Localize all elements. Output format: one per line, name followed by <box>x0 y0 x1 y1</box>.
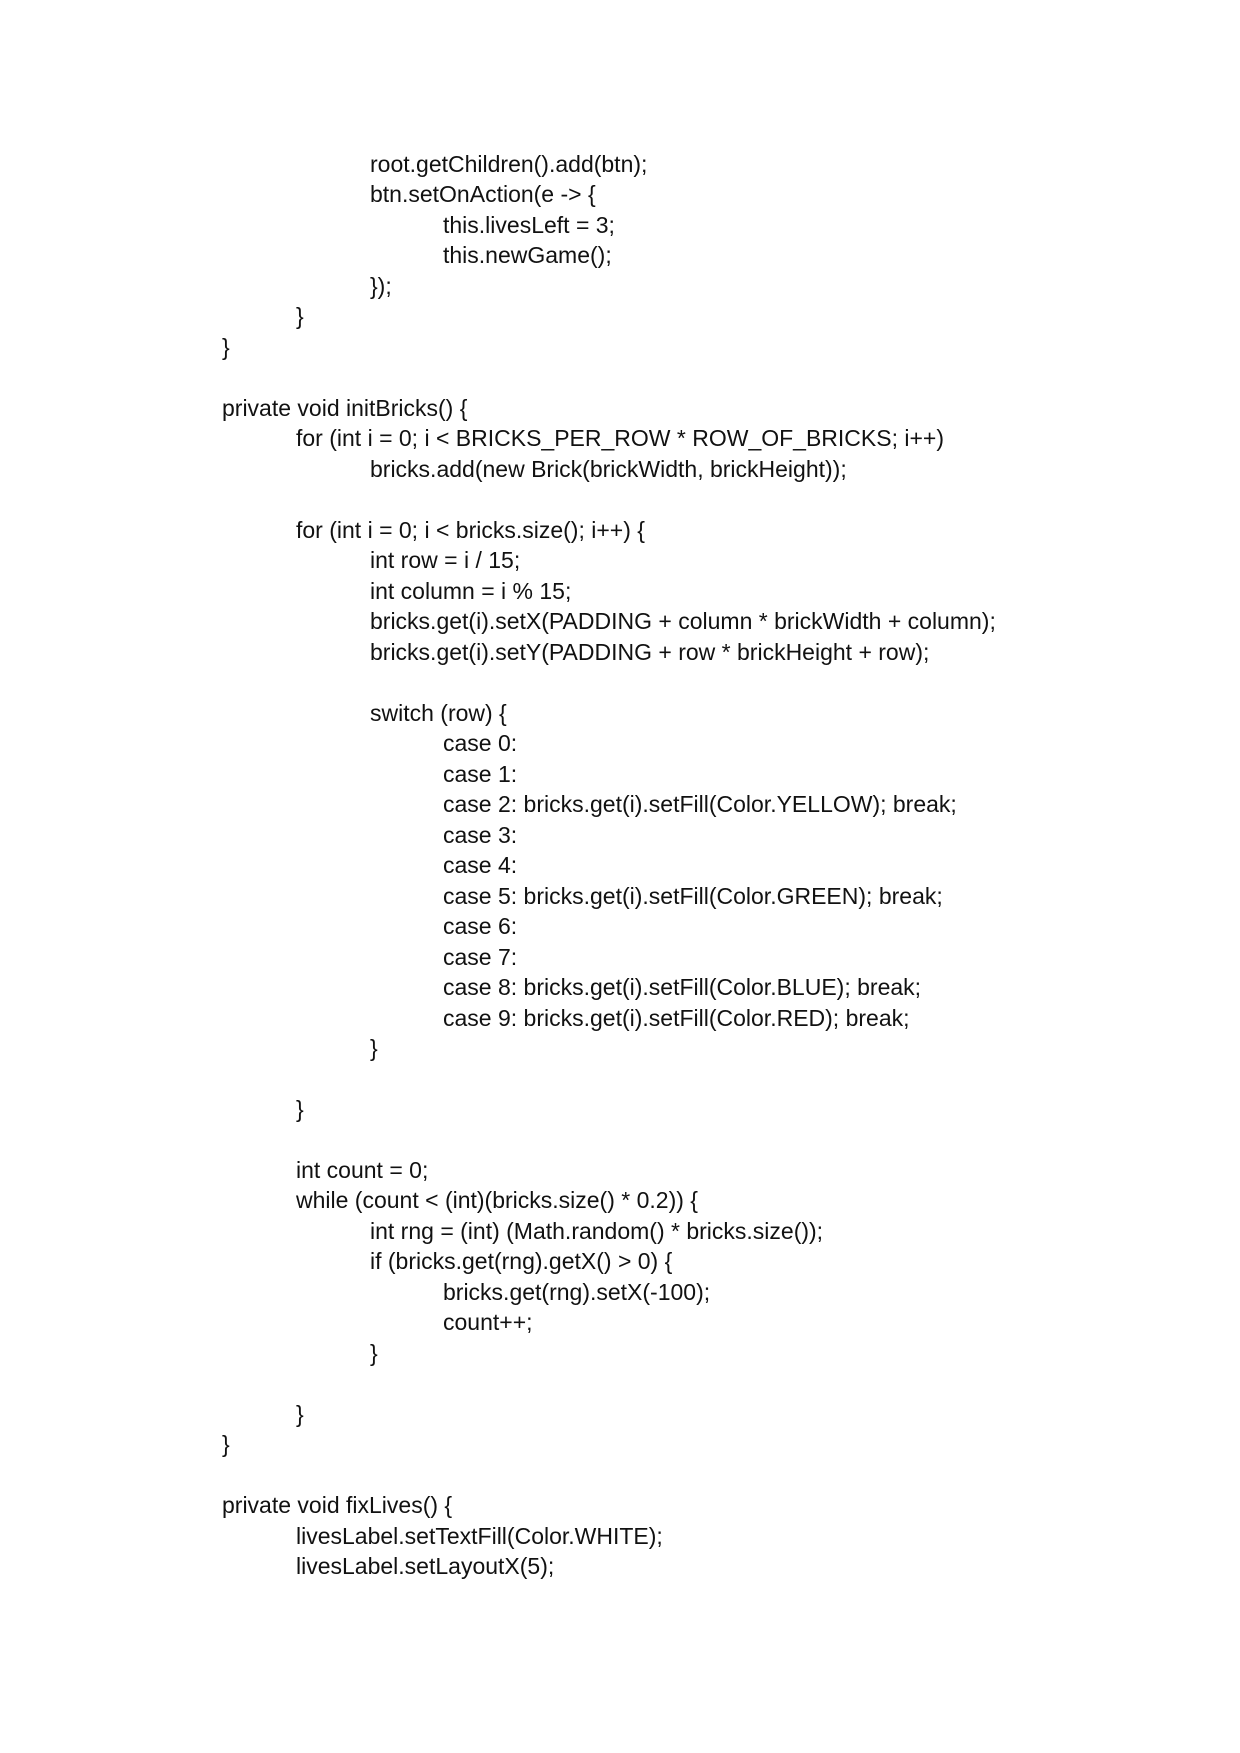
code-line: int column = i % 15; <box>370 578 572 604</box>
code-line: case 8: bricks.get(i).setFill(Color.BLUE); break; <box>443 974 922 1000</box>
code-line: case 3: <box>443 822 518 848</box>
code-line: } <box>296 303 304 329</box>
code-line: case 6: <box>443 913 518 939</box>
code-line: } <box>370 1035 378 1061</box>
code-line: case 5: bricks.get(i).setFill(Color.GREEN); break; <box>443 883 943 909</box>
code-line: for (int i = 0; i < BRICKS_PER_ROW * ROW_OF_BRICKS; i++) <box>296 425 945 451</box>
code-line: } <box>296 1096 304 1122</box>
code-line: bricks.get(i).setX(PADDING + column * brickWidth + column); <box>370 608 996 634</box>
code-line: } <box>296 1401 304 1427</box>
code-line: int count = 0; <box>296 1157 429 1183</box>
code-line: private void initBricks() { <box>222 395 468 421</box>
code-line: livesLabel.setLayoutX(5); <box>296 1553 555 1579</box>
code-line: } <box>222 334 230 360</box>
code-line: case 4: <box>443 852 518 878</box>
code-line: private void fixLives() { <box>222 1492 453 1518</box>
code-line: case 0: <box>443 730 518 756</box>
code-line: }); <box>370 273 392 299</box>
code-line: bricks.get(rng).setX(-100); <box>443 1279 711 1305</box>
code-line: btn.setOnAction(e -> { <box>370 181 596 207</box>
code-line: while (count < (int)(bricks.size() * 0.2)) { <box>296 1187 698 1213</box>
code-line: } <box>370 1340 378 1366</box>
code-line: int row = i / 15; <box>370 547 521 573</box>
code-line: } <box>222 1431 230 1457</box>
code-line: this.newGame(); <box>443 242 612 268</box>
code-line: switch (row) { <box>370 700 507 726</box>
code-line: case 9: bricks.get(i).setFill(Color.RED); break; <box>443 1005 910 1031</box>
code-line: case 7: <box>443 944 518 970</box>
code-line: root.getChildren().add(btn); <box>370 151 648 177</box>
code-line: int rng = (int) (Math.random() * bricks.size()); <box>370 1218 824 1244</box>
code-line: for (int i = 0; i < bricks.size(); i++) { <box>296 517 645 543</box>
code-line: this.livesLeft = 3; <box>443 212 615 238</box>
code-line: bricks.add(new Brick(brickWidth, brickHeight)); <box>370 456 847 482</box>
code-line: livesLabel.setTextFill(Color.WHITE); <box>296 1523 663 1549</box>
code-line: count++; <box>443 1309 533 1335</box>
code-line: if (bricks.get(rng).getX() > 0) { <box>370 1248 673 1274</box>
code-line: bricks.get(i).setY(PADDING + row * brickHeight + row); <box>370 639 930 665</box>
code-line: case 1: <box>443 761 518 787</box>
code-line: case 2: bricks.get(i).setFill(Color.YELLOW); break; <box>443 791 957 817</box>
